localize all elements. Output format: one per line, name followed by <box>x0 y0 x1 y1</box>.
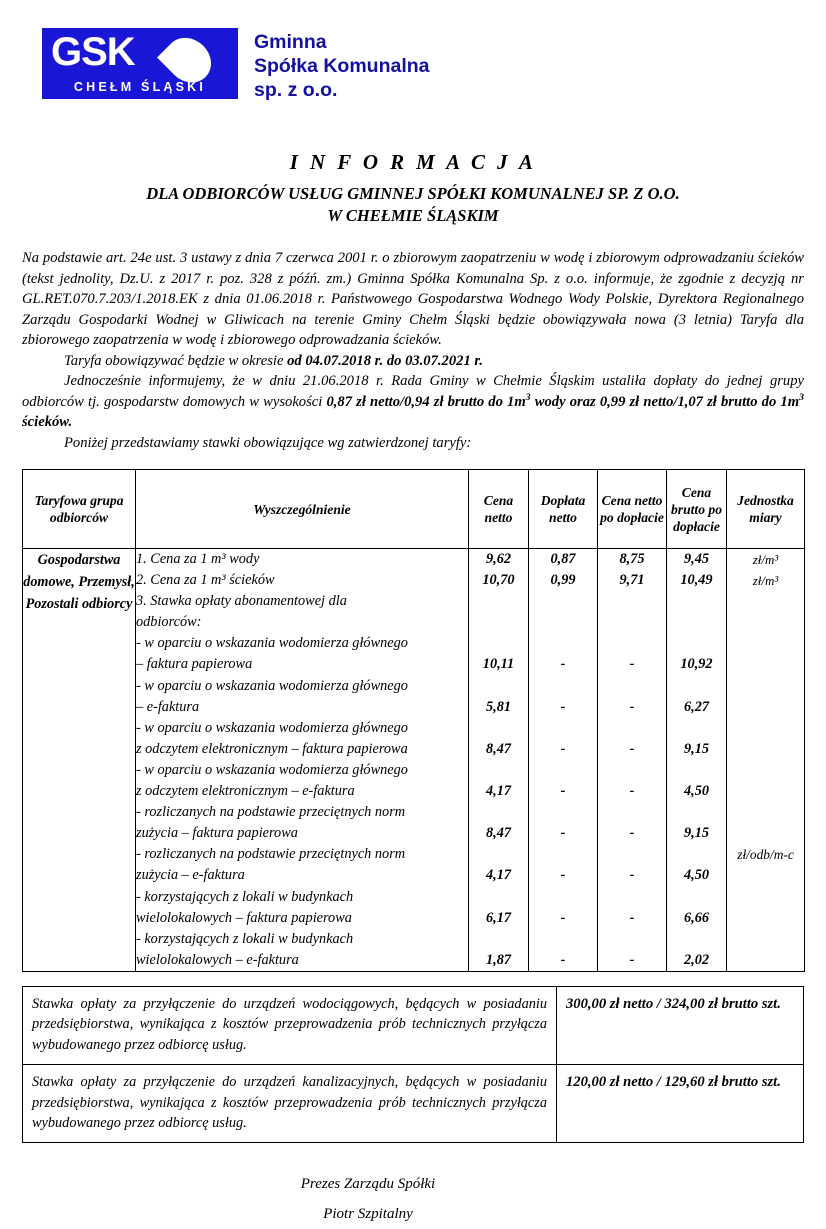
value-price-gross-after: 9,15 <box>683 740 710 757</box>
value-subsidy-net: - <box>560 656 566 673</box>
value-price-net <box>469 718 528 739</box>
value-price-net-after: - <box>629 825 635 842</box>
paragraph-table-intro: Poniżej przedstawiamy stawki obowiązujące wg zatwierdzonej taryfy: <box>64 434 472 451</box>
value-unit <box>727 823 804 844</box>
value-subsidy-net: - <box>560 867 566 884</box>
value-price-gross-after <box>667 929 726 950</box>
value-subsidy-net <box>529 718 597 739</box>
value-price-net: 9,62 <box>485 551 512 567</box>
value-price-net: 4,17 <box>485 783 512 800</box>
value-price-net-after <box>598 929 666 950</box>
validity-lead: Taryfa obowiązywać będzie w okresie <box>64 352 288 369</box>
page-title: I N F O R M A C J A <box>289 150 537 174</box>
value-price-net <box>469 844 528 865</box>
description-line: - w oparciu o wskazania wodomierza głównego <box>136 719 408 736</box>
value-price-net-after: - <box>629 740 635 757</box>
description-line: wielolokalowych – faktura papierowa <box>136 909 352 926</box>
value-unit <box>727 676 804 697</box>
subsidy-sewage: wody oraz 0,99 zł netto/1,07 zł brutto do 1m <box>530 393 800 410</box>
value-price-net-after: - <box>629 909 635 926</box>
value-price-gross-after: 2,02 <box>683 951 710 968</box>
value-price-net: 8,47 <box>485 825 512 842</box>
tariff-table-header-row <box>23 470 805 549</box>
value-subsidy-net: - <box>560 951 566 968</box>
value-price-net: 10,11 <box>482 656 515 673</box>
value-price-net-after <box>598 887 666 908</box>
value-price-net: 10,70 <box>482 572 515 589</box>
fee-description: Stawka opłaty za przyłączenie do urządzeń wodociągowych, będących w posiadaniu przedsiębiorstwa, wynikająca z kosztów przeprowadzenia prób technicznych przyłącza wybudowanego przez odbiorcę usług. <box>23 986 557 1064</box>
value-price-net: 1,87 <box>485 951 512 968</box>
company-name-line3: sp. z o.o. <box>254 79 338 101</box>
value-price-net <box>469 633 528 654</box>
value-subsidy-net <box>529 633 597 654</box>
table-row <box>23 549 805 972</box>
value-subsidy-net <box>529 929 597 950</box>
description-line: – e-faktura <box>136 698 200 715</box>
header-price-gross-after: Cena brutto po dopłacie <box>667 470 727 549</box>
value-price-net: 5,81 <box>485 698 512 715</box>
value-price-net-after <box>598 676 666 697</box>
value-price-net-after <box>598 612 666 633</box>
description-line: - w oparciu o wskazania wodomierza głównego <box>136 761 408 778</box>
header-description: Wyszczególnienie <box>136 470 469 549</box>
description-line: - korzystających z lokali w budynkach <box>136 888 354 905</box>
cell-price-net <box>469 549 529 972</box>
value-price-net-after: - <box>629 951 635 968</box>
header-group: Taryfowa grupa odbiorców <box>23 470 136 549</box>
value-unit <box>727 697 804 718</box>
value-price-gross-after: 4,50 <box>683 867 710 884</box>
description-line: zużycia – faktura papierowa <box>136 825 298 842</box>
header-price-net: Cena netto <box>469 470 529 549</box>
value-unit <box>727 908 804 929</box>
value-price-net <box>469 760 528 781</box>
fee-description: Stawka opłaty za przyłączenie do urządzeń kanalizacyjnych, będących w posiadaniu przedsiębiorstwa, wynikająca z kosztów przeprowadzenia prób technicznych przyłącza wybudowanego przez odbiorcę usług. <box>23 1065 557 1143</box>
value-subsidy-net <box>529 612 597 633</box>
value-unit <box>727 633 804 654</box>
value-subsidy-net <box>529 844 597 865</box>
cell-price-net-after <box>598 549 667 972</box>
value-subsidy-net <box>529 887 597 908</box>
description-line: - korzystających z lokali w budynkach <box>136 930 354 947</box>
value-unit <box>727 612 804 633</box>
company-name <box>254 28 430 102</box>
value-price-net-after: - <box>629 656 635 673</box>
signature-name: Piotr Szpitalny <box>323 1206 413 1223</box>
value-price-net-after: - <box>629 783 635 800</box>
value-price-gross-after <box>667 676 726 697</box>
paragraph-validity <box>22 351 804 372</box>
value-price-net-after: - <box>629 867 635 884</box>
cell-units <box>727 549 805 972</box>
value-unit-abonament: zł/odb/m-c <box>737 847 794 863</box>
signature-role: Prezes Zarządu Spółki <box>300 1176 436 1193</box>
description-line: z odczytem elektronicznym – e-faktura <box>136 783 355 800</box>
paragraph-subsidy <box>22 371 804 433</box>
value-unit <box>727 718 804 739</box>
value-unit: zł/m³ <box>752 552 779 567</box>
value-price-net <box>469 802 528 823</box>
subsidy-water-exponent: 3 <box>525 391 531 403</box>
page-subtitle-1: DLA ODBIORCÓW USŁUG GMINNEJ SPÓŁKI KOMUNALNEJ SP. Z O.O. <box>146 184 680 203</box>
value-price-gross-after: 6,66 <box>683 909 710 926</box>
validity-period: od 04.07.2018 r. do 03.07.2021 r. <box>287 352 483 369</box>
value-price-gross-after <box>667 760 726 781</box>
value-unit <box>727 865 804 886</box>
value-price-net <box>469 612 528 633</box>
value-price-net-after: - <box>629 698 635 715</box>
value-price-net <box>469 929 528 950</box>
subsidy-sewage-exponent: 3 <box>799 391 804 403</box>
value-subsidy-net: - <box>560 825 566 842</box>
value-price-gross-after: 4,50 <box>683 783 710 800</box>
fee-row <box>23 986 804 1064</box>
description-line: 2. Cena za 1 m³ ścieków <box>136 572 275 589</box>
value-unit <box>727 929 804 950</box>
subsidy-lead: Jednocześnie informujemy, że w dniu 21.06.2018 r. Rada Gminy w Chełmie Śląskim ustaliła dopłaty do jednej grupy odbiorców tj. gospodarstw domowych w wysokości <box>22 373 804 410</box>
value-price-net: 6,17 <box>485 909 512 926</box>
value-subsidy-net <box>529 591 597 612</box>
value-price-net-after <box>598 591 666 612</box>
value-price-net-after <box>598 718 666 739</box>
cell-group-label: Gospodarstwa domowe, Przemysł, Pozostali odbiorcy <box>23 549 136 972</box>
document-header <box>22 0 804 120</box>
description-line: 1. Cena za 1 m³ wody <box>136 551 260 567</box>
header-subsidy-net: Dopłata netto <box>529 470 598 549</box>
value-price-gross-after: 10,49 <box>680 572 713 589</box>
value-price-net-after <box>598 760 666 781</box>
value-unit <box>727 802 804 823</box>
gsk-logo <box>42 28 238 99</box>
cell-price-gross-after <box>667 549 727 972</box>
value-price-net <box>469 676 528 697</box>
value-price-gross-after: 9,15 <box>683 825 710 842</box>
value-subsidy-net <box>529 802 597 823</box>
company-name-line2: Spółka Komunalna <box>254 55 430 77</box>
value-subsidy-net <box>529 676 597 697</box>
tariff-table <box>22 469 805 972</box>
value-price-gross-after: 9,45 <box>683 551 710 567</box>
value-price-net-after: 9,71 <box>619 572 645 589</box>
cell-descriptions <box>136 549 469 972</box>
value-price-gross-after <box>667 887 726 908</box>
value-price-net: 4,17 <box>485 867 512 884</box>
subsidy-water: 0,87 zł netto/0,94 zł brutto do 1m <box>326 393 526 410</box>
description-line: z odczytem elektronicznym – faktura papierowa <box>136 740 408 757</box>
value-subsidy-net: - <box>560 698 566 715</box>
value-price-net <box>469 887 528 908</box>
value-price-gross-after <box>667 612 726 633</box>
value-price-net-after <box>598 633 666 654</box>
value-price-net-after <box>598 844 666 865</box>
value-price-net: 8,47 <box>485 740 512 757</box>
description-line: wielolokalowych – e-faktura <box>136 951 299 968</box>
paragraph-legal-basis: Na podstawie art. 24e ust. 3 ustawy z dnia 7 czerwca 2001 r. o zbiorowym zaopatrzeniu w wodę i zbiorowym odprowadzaniu ścieków (tekst jednolity, Dz.U. z 2017 r. poz. 328 z późń. zm.) Gminna Spółka Komunalna Sp. z o.o. informuje, że zgodnie z decyzją nr GL.RET.070.7.203/1.2018.EK z dnia 01.06.2018 r. Państwowego Gospodarstwa Wodnego Wody Polskie, Dyrektora Regionalnego Zarządu Gospodarki Wodnej w Gliwicach na terenie Gminy Chełm Śląski będzie obowiązywała nowa (3 letnia) Taryfa dla zbiorowego zaopatrzenia w wodę i zbiorowego odprowadzania ścieków. <box>22 250 804 348</box>
value-price-gross-after: 6,27 <box>683 698 710 715</box>
value-unit <box>727 760 804 781</box>
signature-block <box>22 1169 804 1229</box>
value-price-gross-after <box>667 844 726 865</box>
value-unit: zł/m³ <box>752 573 779 589</box>
company-name-line1: Gminna <box>254 31 327 53</box>
description-line: – faktura papierowa <box>136 656 253 673</box>
fee-row <box>23 1065 804 1143</box>
page-subtitle-2: W CHEŁMIE ŚLĄSKIM <box>327 206 499 225</box>
description-line: 3. Stawka opłaty abonamentowej dla <box>136 593 347 610</box>
value-unit <box>727 887 804 908</box>
value-price-net-after <box>598 802 666 823</box>
value-subsidy-net: 0,87 <box>550 551 576 567</box>
value-price-net-after: 8,75 <box>619 551 645 567</box>
logo-wordmark: GSK <box>51 30 135 74</box>
description-line: - rozliczanych na podstawie przeciętnych norm <box>136 846 406 863</box>
value-unit <box>727 654 804 675</box>
value-unit <box>727 739 804 760</box>
value-subsidy-net: - <box>560 740 566 757</box>
value-subsidy-net: - <box>560 909 566 926</box>
logo-subtitle: CHEŁM ŚLĄSKI <box>73 80 207 94</box>
value-price-net <box>469 591 528 612</box>
fee-value: 120,00 zł netto / 129,60 zł brutto szt. <box>557 1065 804 1143</box>
value-subsidy-net: - <box>560 783 566 800</box>
value-unit <box>727 950 804 971</box>
header-unit: Jednostka miary <box>727 470 805 549</box>
fee-value: 300,00 zł netto / 324,00 zł brutto szt. <box>557 986 804 1064</box>
cell-subsidy-net <box>529 549 598 972</box>
body-text <box>22 248 804 453</box>
value-subsidy-net <box>529 760 597 781</box>
value-subsidy-net: 0,99 <box>550 572 576 589</box>
value-price-gross-after <box>667 591 726 612</box>
description-line: zużycia – e-faktura <box>136 867 245 884</box>
description-line: - w oparciu o wskazania wodomierza głównego <box>136 677 408 694</box>
value-price-gross-after <box>667 633 726 654</box>
description-line: - w oparciu o wskazania wodomierza głównego <box>136 635 408 652</box>
value-unit <box>727 781 804 802</box>
value-price-gross-after: 10,92 <box>680 656 713 673</box>
header-price-net-after: Cena netto po dopłacie <box>598 470 667 549</box>
subsidy-tail: ścieków. <box>22 414 73 430</box>
value-price-gross-after <box>667 718 726 739</box>
value-unit <box>727 591 804 612</box>
description-line: odbiorców: <box>136 614 202 631</box>
connection-fees-table <box>22 986 804 1143</box>
description-line: - rozliczanych na podstawie przeciętnych norm <box>136 804 406 821</box>
value-price-gross-after <box>667 802 726 823</box>
